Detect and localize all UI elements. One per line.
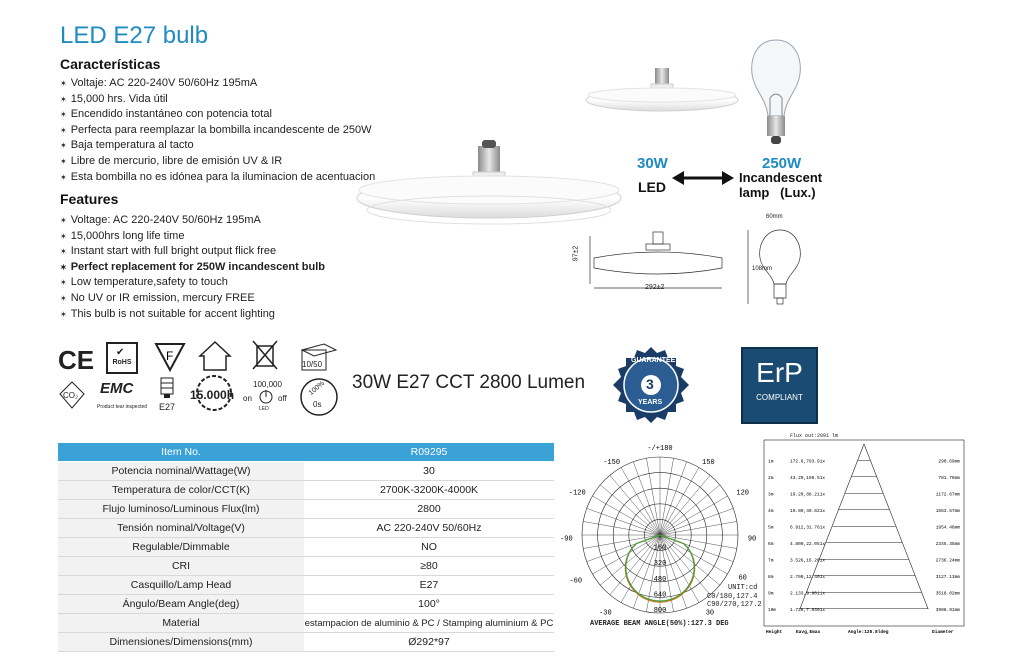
list-item: ✶ No UV or IR emission, mercury FREE	[60, 291, 255, 304]
illuminance-height: 4m	[768, 508, 774, 514]
illuminance-height: 10m	[768, 607, 777, 613]
polar-angle-label: -120	[568, 489, 586, 498]
indoor-use-icon	[198, 340, 232, 372]
illuminance-value: 10.80,49.621x	[790, 508, 826, 514]
polar-radial-label: 160	[653, 544, 667, 553]
rohs-icon: RoHS ✔	[106, 342, 138, 374]
list-item: ✶ Voltage: AC 220-240V 50/60Hz 195mA	[60, 214, 261, 226]
list-item: ✶ Voltaje: AC 220-240V 50/60Hz 195mA	[60, 77, 258, 89]
polar-radial-label: 800	[653, 607, 667, 615]
incandescent-label-1: Incandescent	[739, 170, 823, 185]
incandescent-width-label: 60mm	[766, 214, 783, 220]
illuminance-height: 2m	[768, 475, 774, 481]
polar-angle-label: -60	[569, 577, 583, 586]
polar-angle-label: 150	[702, 458, 715, 467]
polar-unit: UNIT:cd	[728, 584, 758, 592]
e27-socket-icon	[158, 376, 176, 400]
illuminance-value: 43.20,198.51x	[790, 475, 826, 481]
on-label: on	[243, 394, 252, 403]
table-cell: ≥80	[304, 557, 554, 576]
polar-angle-label: 30	[705, 609, 715, 618]
illuminance-height: 1m	[768, 459, 774, 465]
table-row	[58, 557, 554, 576]
table-cell: Dimensiones/Dimensions(mm)	[58, 633, 304, 652]
table-row	[58, 519, 554, 538]
illuminance-value: 172.6,793.91x	[790, 459, 826, 465]
illuminance-footer-label: Angle:125.8ldeg	[848, 630, 889, 635]
table-row	[58, 500, 554, 519]
table-row	[58, 462, 554, 481]
polar-angle-label: -90	[560, 535, 573, 544]
table-row	[58, 576, 554, 595]
star-icon: ✶	[60, 94, 67, 104]
instant-time-label: 0s	[313, 400, 322, 409]
incandescent-dimension-drawing	[742, 220, 802, 308]
polar-radial-label: 480	[653, 575, 667, 584]
illuminance-diameter: 2736.24mm	[935, 558, 960, 564]
instant-percent-label: 100%	[307, 380, 327, 397]
erp-badge	[741, 347, 818, 424]
table-cell: 2800	[304, 500, 554, 519]
illuminance-height: 8m	[768, 574, 774, 580]
polar-radial-label: 640	[653, 591, 667, 600]
illuminance-value: 3.526,16.201x	[790, 558, 826, 564]
incandescent-bulb-image	[748, 36, 804, 152]
illuminance-value: 19.20,88.211x	[790, 492, 826, 498]
polar-angle-label: 90	[747, 535, 757, 544]
incandescent-label-2: lamp (Lux.)	[739, 185, 816, 200]
table-cell: Ángulo/Beam Angle(deg)	[58, 595, 304, 614]
list-item: ✶ Baja temperatura al tacto	[60, 139, 194, 152]
illuminance-value: 1.728,7.9391x	[790, 607, 826, 613]
star-icon: ✶	[60, 293, 67, 303]
led-width-label: 292±2	[645, 284, 665, 291]
table-cell: Regulable/Dimmable	[58, 538, 304, 557]
table-cell: Temperatura de color/CCT(K)	[58, 481, 304, 500]
illuminance-diameter: 1563.57mm	[935, 508, 960, 514]
star-icon: ✶	[60, 110, 67, 120]
incandescent-watts: 250W	[762, 155, 802, 172]
illuminance-height: 5m	[768, 525, 774, 531]
illuminance-footer-label: Eavg,Emax	[796, 630, 821, 635]
table-cell: AC 220-240V 50/60Hz	[304, 519, 554, 538]
led-label: LED	[638, 179, 666, 195]
illuminance-height: 3m	[768, 492, 774, 498]
illuminance-height: 6m	[768, 541, 774, 547]
table-row	[58, 614, 554, 633]
table-row	[58, 595, 554, 614]
illuminance-diameter: 290.69mm	[938, 459, 960, 465]
polar-angle-label: -150	[603, 458, 621, 467]
power-switch-icon	[257, 388, 275, 406]
illuminance-height: 7m	[768, 558, 774, 564]
small-bulb-image	[583, 66, 743, 122]
illuminance-diameter: 3127.13mm	[935, 574, 960, 580]
polar-caption: AVERAGE BEAM ANGLE(50%):127.3 DEG	[590, 620, 729, 628]
list-item: ✶ Perfect replacement for 250W incandescent bulb	[60, 260, 326, 273]
illuminance-value: 2.133,9.8011x	[790, 591, 826, 597]
illuminance-footer-label: Diameter	[932, 630, 954, 635]
illuminance-diameter: 2345.35mm	[935, 541, 960, 547]
box-quantity-label: 10/50	[302, 360, 323, 369]
table-cell: NO	[304, 538, 554, 557]
table-row	[58, 481, 554, 500]
emc-icon: EMC	[100, 380, 134, 397]
table-cell: Flujo luminoso/Luminous Flux(lm)	[58, 500, 304, 519]
star-icon: ✶	[60, 172, 67, 182]
table-cell: estampacion de aluminio & PC / Stamping aluminium & PC	[304, 614, 554, 633]
table-cell: Potencia nominal/Wattage(W)	[58, 462, 304, 481]
illuminance-footer-label: Height	[766, 630, 783, 635]
star-icon: ✶	[60, 141, 67, 151]
polar-radial-label: 320	[653, 560, 667, 569]
list-item: ✶ 15,000 hrs. Vida útil	[60, 92, 168, 105]
table-row	[58, 633, 554, 652]
illuminance-frame	[764, 440, 964, 626]
table-header-cell: R09295	[304, 443, 554, 462]
table-cell: 30	[304, 462, 554, 481]
large-bulb-image	[355, 138, 625, 238]
page-title: LED E27 bulb	[60, 22, 209, 49]
list-item: ✶ Encendido instantáneo con potencia total	[60, 108, 272, 121]
polar-angle-label: -30	[599, 609, 612, 618]
polar-angle-label: 60	[738, 574, 747, 583]
guarantee-bottom: YEARS	[638, 399, 663, 406]
product-line: 30W E27 CCT 2800 Lumen	[352, 372, 586, 393]
list-item: ✶ Esta bombilla no es idónea para la iluminacion de acentuacion	[60, 170, 376, 183]
illuminance-diameter: 781.76mm	[938, 475, 960, 481]
table-cell: 100°	[304, 595, 554, 614]
star-icon: ✶	[60, 79, 67, 88]
polar-diagram	[560, 440, 765, 640]
star-icon: ✶	[60, 125, 67, 135]
table-cell: E27	[304, 576, 554, 595]
star-icon: ✶	[60, 309, 67, 319]
table-cell: Casquillo/Lamp Head	[58, 576, 304, 595]
led-height-label: 97±2	[572, 245, 580, 262]
star-icon: ✶	[60, 231, 67, 241]
spanish-features-list	[60, 76, 375, 185]
illuminance-diameter: 3518.02mm	[935, 591, 960, 597]
led-watts: 30W	[637, 155, 668, 172]
polar-angle-label: -/+180	[647, 444, 673, 453]
list-item: ✶ Perfecta para reemplazar la bombilla incandescente de 250W	[60, 123, 372, 136]
polar-angle-label: 120	[736, 489, 749, 498]
guarantee-number: 3	[646, 376, 654, 392]
list-item: ✶ 15,000hrs long life time	[60, 229, 185, 242]
illuminance-height: 9m	[768, 591, 774, 597]
socket-label: E27	[159, 402, 176, 412]
table-cell: 2700K-3200K-4000K	[304, 481, 554, 500]
co2-label: CO₂	[63, 391, 79, 400]
switch-count-label: 100,000	[253, 380, 282, 389]
illuminance-value: 6.912,31.761x	[790, 525, 826, 531]
off-label: off	[278, 394, 287, 403]
erp-label: ErP	[756, 357, 803, 388]
table-cell: CRI	[58, 557, 304, 576]
star-icon: ✶	[60, 262, 67, 272]
weee-bin-icon	[250, 338, 280, 372]
illuminance-diameter: 1172.67mm	[935, 492, 960, 498]
ce-icon: CE	[58, 345, 95, 375]
spec-table	[58, 443, 554, 652]
english-features-list	[60, 213, 325, 322]
led-small-label: LED	[259, 406, 269, 412]
star-icon: ✶	[60, 278, 67, 288]
table-header-cell: Item No.	[58, 443, 304, 462]
illuminance-chart	[760, 432, 970, 637]
erp-sub-label: COMPLIANT	[756, 393, 803, 402]
spanish-features-heading: Características	[60, 56, 161, 72]
lifetime-label: 15.000h	[190, 388, 235, 402]
svg-text:F: F	[166, 349, 174, 363]
illuminance-diameter: 3908.91mm	[935, 607, 960, 613]
illuminance-diameter: 1954.46mm	[935, 525, 960, 531]
incandescent-height-label: 108mm	[752, 266, 773, 272]
illuminance-value: 4.800,22.051x	[790, 541, 826, 547]
star-icon: ✶	[60, 156, 67, 166]
polar-legend-1: C0/180,127.4	[707, 593, 758, 601]
english-features-heading: Features	[60, 191, 119, 207]
table-cell: Material	[58, 614, 304, 633]
f-mark-icon	[154, 342, 186, 372]
illuminance-value: 2.700,12.401x	[790, 574, 826, 580]
table-cell: Ø292*97	[304, 633, 554, 652]
polar-legend-2: C90/270,127.2	[707, 601, 762, 609]
list-item: ✶ Low temperature,safety to touch	[60, 276, 228, 289]
table-row	[58, 538, 554, 557]
table-header-row	[58, 443, 554, 462]
illuminance-header: Flux out:2091 lm	[790, 433, 839, 439]
list-item: ✶ Instant start with full bright output flick free	[60, 245, 277, 258]
list-item: ✶ Libre de mercurio, libre de emisión UV & IR	[60, 154, 283, 167]
guarantee-top: GUARANTEE	[631, 357, 676, 364]
emc-caption: Product tear inspected	[97, 404, 148, 410]
table-cell: Tensión nominal/Voltage(V)	[58, 519, 304, 538]
list-item: ✶ This bulb is not suitable for accent lighting	[60, 307, 275, 320]
double-arrow-icon	[672, 168, 734, 188]
star-icon: ✶	[60, 247, 67, 257]
star-icon: ✶	[60, 216, 67, 225]
